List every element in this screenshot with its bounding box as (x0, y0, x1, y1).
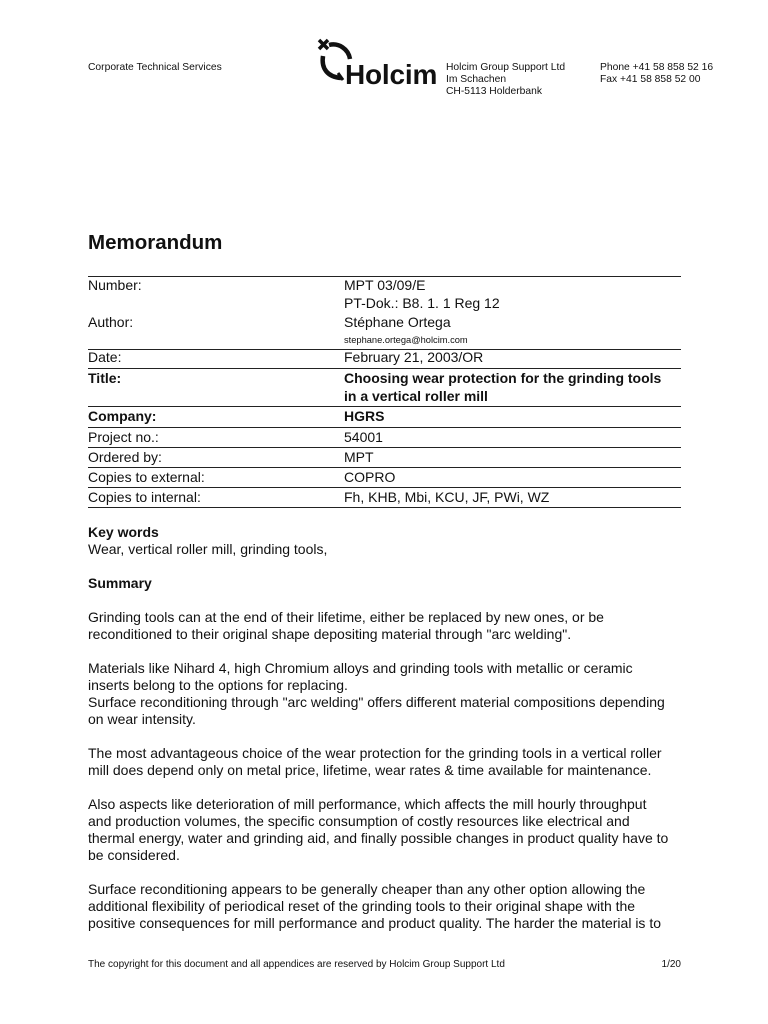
key-words-heading: Key words (88, 524, 159, 540)
paragraph-line: mill does depend only on metal price, lifetime, wear rates & time available for maintenance. (88, 762, 652, 778)
paragraph-line: inserts belong to the options for replacing. (88, 677, 348, 693)
summary-paragraph (88, 660, 688, 728)
paragraph-line: positive consequences for mill performance and product quality. The harder the material is to (88, 915, 662, 931)
field-label-copies-internal: Copies to internal: (88, 489, 201, 505)
paragraph-line: The most advantageous choice of the wear protection for the grinding tools in a vertical roller (88, 745, 662, 761)
document-title: Memorandum (88, 231, 223, 254)
table-rule (88, 447, 681, 448)
table-rule (88, 507, 681, 508)
paragraph-line: Also aspects like deterioration of mill performance, which affects the mill hourly throughput (88, 796, 647, 812)
summary-heading: Summary (88, 575, 152, 591)
field-value-project: 54001 (344, 429, 383, 445)
paragraph-line: Surface reconditioning through "arc welding" offers different material compositions depending (88, 694, 665, 710)
field-label-number: Number: (88, 277, 142, 293)
field-value-author: Stéphane Ortega (344, 314, 451, 330)
field-value-number: MPT 03/09/E (344, 277, 426, 293)
paragraph-line: on wear intensity. (88, 711, 196, 727)
table-rule (88, 427, 681, 428)
paragraph-line: Materials like Nihard 4, high Chromium alloys and grinding tools with metallic or ceramic (88, 660, 633, 676)
field-label-ordered-by: Ordered by: (88, 449, 162, 465)
field-value-copies-internal: Fh, KHB, Mbi, KCU, JF, PWi, WZ (344, 489, 550, 505)
company-contact (600, 62, 713, 86)
paragraph-line: be considered. (88, 847, 180, 863)
field-value-copies-external: COPRO (344, 469, 396, 485)
field-value-ordered-by: MPT (344, 449, 374, 465)
department-label: Corporate Technical Services (88, 62, 222, 73)
field-value-date: February 21, 2003/OR (344, 349, 484, 365)
paragraph-line: reconditioned to their original shape depositing material through "arc welding". (88, 626, 572, 642)
memo-body (88, 524, 688, 932)
field-label-title: Title: (88, 370, 122, 386)
paragraph-line: and production volumes, the specific consumption of costly resources like electrical and (88, 813, 630, 829)
field-label-project: Project no.: (88, 429, 159, 445)
field-value-company: HGRS (344, 408, 385, 424)
page-number: 1/20 (661, 959, 681, 970)
address-line: Im Schachen (446, 74, 507, 85)
company-address (446, 62, 565, 98)
field-value-title-line: Choosing wear protection for the grinding tools (344, 370, 662, 386)
paragraph-line: additional flexibility of periodical reset of the grinding tools to their original shape with the (88, 898, 636, 914)
summary-paragraph (88, 796, 688, 864)
field-value-title-line: in a vertical roller mill (344, 388, 488, 404)
field-label-date: Date: (88, 349, 122, 365)
table-rule (88, 406, 681, 407)
address-line: Holcim Group Support Ltd (446, 62, 566, 73)
summary-paragraph (88, 745, 688, 779)
summary-paragraph (88, 881, 688, 932)
author-email: stephane.ortega@holcim.com (344, 335, 468, 345)
key-words-text: Wear, vertical roller mill, grinding tools, (88, 541, 328, 557)
field-label-copies-external: Copies to external: (88, 469, 205, 485)
summary-paragraph (88, 609, 688, 643)
field-value-pt-dok: PT-Dok.: B8. 1. 1 Reg 12 (344, 295, 500, 311)
copyright-notice: The copyright for this document and all appendices are reserved by Holcim Group Support Ltd (88, 959, 505, 970)
field-label-author: Author: (88, 314, 134, 330)
address-line: CH-5113 Holderbank (446, 86, 542, 97)
logo-wordmark: Holcim (345, 59, 438, 90)
phone-number: Phone +41 58 858 52 16 (600, 62, 714, 73)
holcim-logo (316, 34, 440, 92)
fax-number: Fax +41 58 858 52 00 (600, 74, 701, 85)
paragraph-line: Surface reconditioning appears to be generally cheaper than any other option allowing the (88, 881, 646, 897)
paragraph-line: thermal energy, water and grinding aid, and finally possible changes in product quality have to (88, 830, 669, 846)
paragraph-line: Grinding tools can at the end of their lifetime, either be replaced by new ones, or be (88, 609, 604, 625)
field-label-company: Company: (88, 408, 157, 424)
